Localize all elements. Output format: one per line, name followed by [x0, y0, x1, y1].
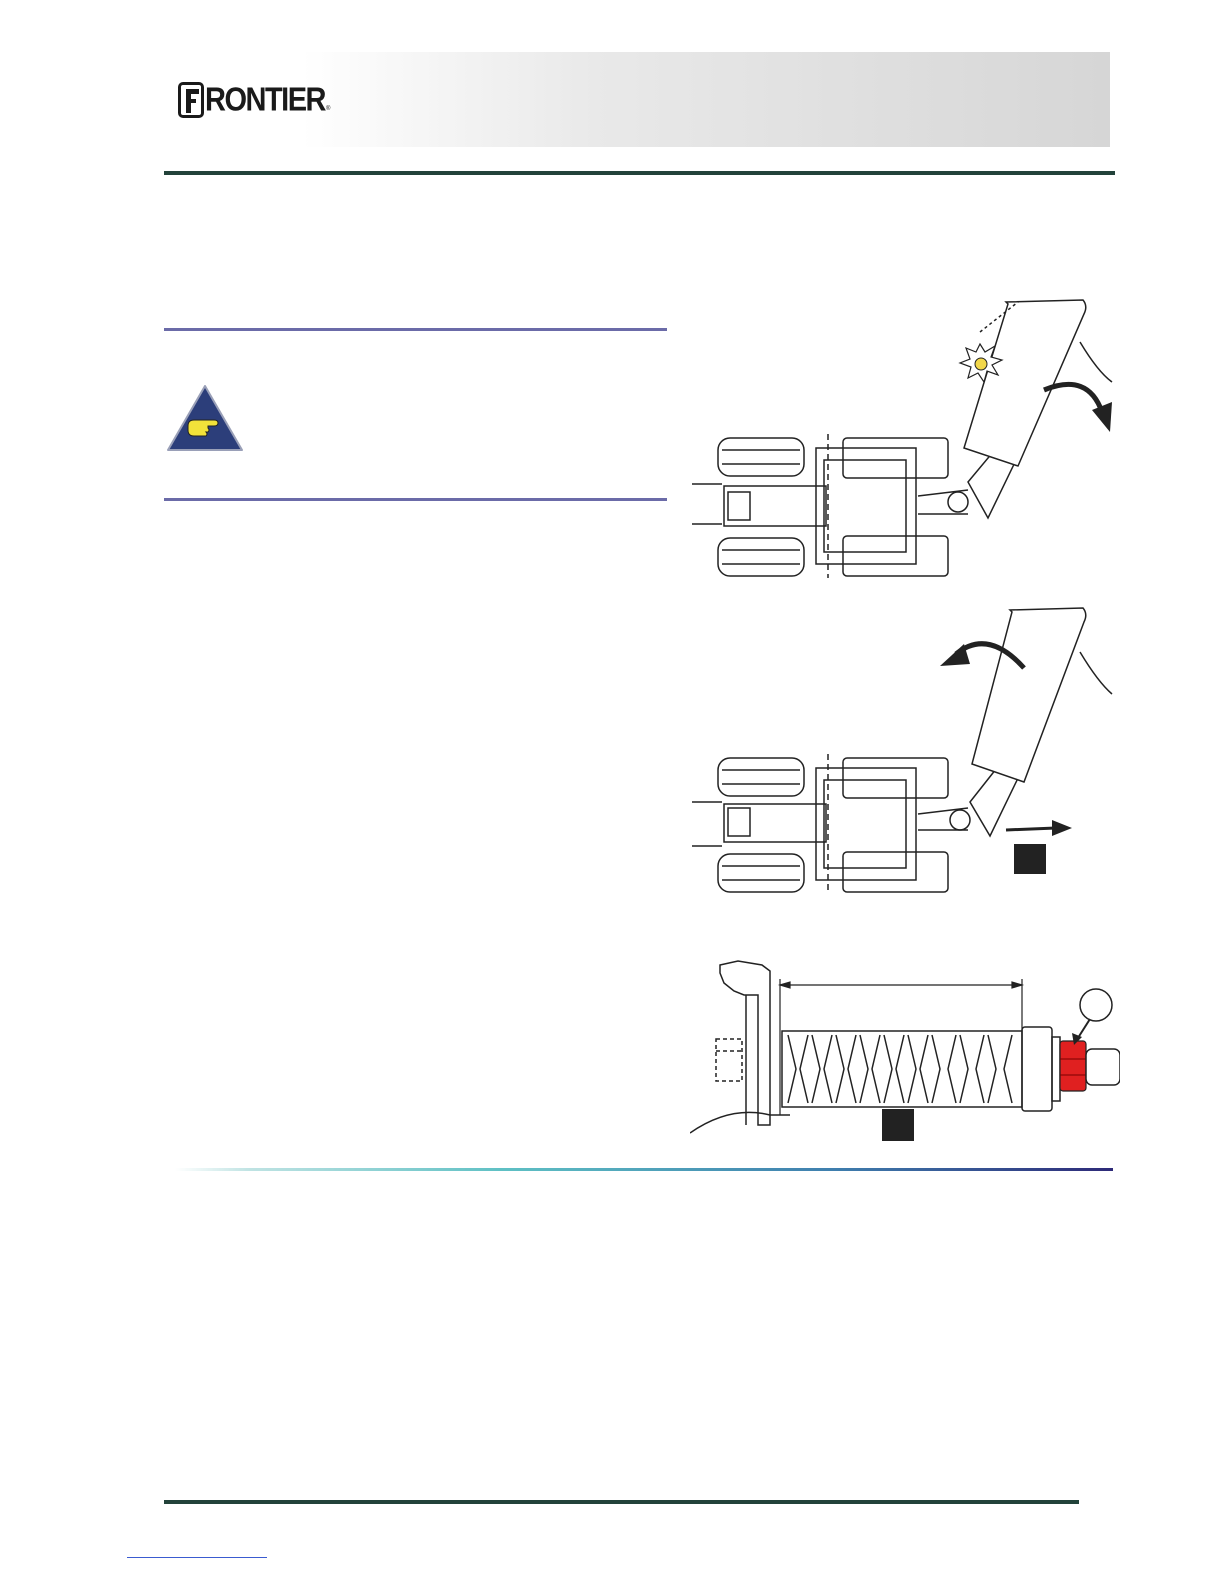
footer-rule: [164, 1500, 1079, 1504]
figure-cylinder-detail: [690, 955, 1120, 1150]
header-rule: [164, 171, 1115, 175]
note-bottom-rule: [164, 498, 667, 501]
highlight-nut: [1060, 1041, 1086, 1091]
figure-callout-box: [882, 1109, 914, 1141]
pointing-hand-note-icon: [166, 384, 244, 452]
curved-arrow-clockwise-icon: [1044, 384, 1102, 412]
mower-deck: [972, 608, 1086, 782]
frontier-f-logo-icon: [178, 82, 204, 118]
cylinder-bellows-icon: [690, 961, 1060, 1133]
logo-text: RONTIER: [205, 81, 325, 118]
registered-mark: ®: [326, 106, 331, 112]
figure-callout-box: [1014, 844, 1046, 874]
tractor-topview-icon: [692, 754, 1020, 894]
figure-tractor-mower-2: [688, 598, 1118, 898]
note-top-rule: [164, 328, 667, 331]
tractor-topview-icon: [692, 434, 1018, 578]
figure-tractor-mower-1: [688, 282, 1118, 582]
section-divider: [175, 1168, 1113, 1171]
footer-link-underline[interactable]: [127, 1557, 267, 1558]
callout-circle: [1080, 989, 1112, 1021]
frontier-logo: [178, 80, 330, 120]
straight-arrow-right-icon: [1006, 828, 1056, 830]
